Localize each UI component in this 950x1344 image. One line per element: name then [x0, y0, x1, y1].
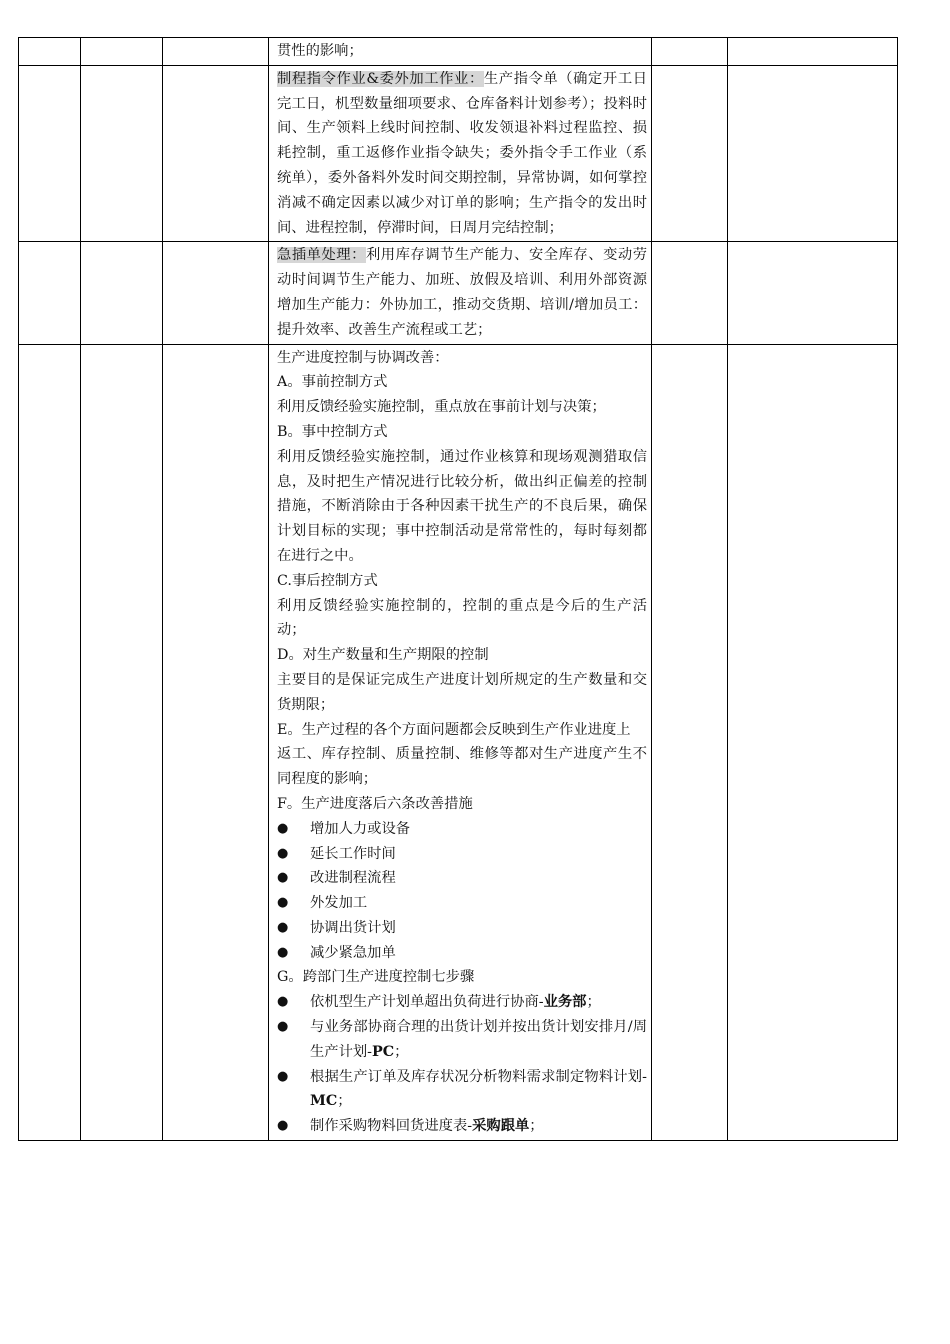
empty-cell — [652, 344, 728, 1141]
empty-cell — [163, 242, 269, 344]
bullet-dot-icon: ● — [277, 1118, 289, 1134]
bullet-main-text: 协调出货计划 — [310, 919, 396, 936]
bullet-bold-text: PC — [372, 1043, 395, 1060]
bullet-main-text: 延长工作时间 — [310, 845, 396, 862]
content-cell — [269, 38, 652, 66]
bullet-dot-icon: ● — [277, 994, 289, 1010]
bullet-dot-icon: ● — [277, 944, 289, 960]
bullet-tail-text: ； — [586, 994, 601, 1011]
content-cell — [269, 344, 652, 1141]
text-line: 利用反馈经验实施控制的，控制的重点是今后的生产活动； — [277, 597, 647, 639]
bullet-item — [277, 866, 647, 891]
empty-cell — [728, 65, 898, 242]
bullet-dot-icon: ● — [277, 1019, 289, 1035]
paragraph-text: 利用库存调节生产能力、安全库存、变动劳动时间调节生产能力、加班、放假及培训、利用外部资源增加生产能力：外协加工，推动交货期、培训/增加员工：提升效率、改善生产流程或工艺； — [277, 247, 648, 338]
bullet-tail-text: ； — [529, 1118, 544, 1135]
document-table — [18, 37, 898, 1141]
table-row — [19, 38, 898, 66]
empty-cell — [19, 65, 81, 242]
bullet-item — [277, 1065, 647, 1115]
text-line: 主要目的是保证完成生产进度计划所规定的生产数量和交货期限； — [277, 671, 647, 713]
text-line: 利用反馈经验实施控制，重点放在事前计划与决策； — [277, 399, 606, 416]
empty-cell — [163, 65, 269, 242]
empty-cell — [652, 242, 728, 344]
bullet-item — [277, 941, 647, 966]
bullet-dot-icon: ● — [277, 895, 289, 911]
bullet-main-text: 与业务部协商合理的出货计划并按出货计划安排月/周生产计划- — [310, 1019, 647, 1060]
text-line: F。生产进度落后六条改善措施 — [277, 795, 473, 812]
empty-cell — [163, 344, 269, 1141]
bullet-dot-icon: ● — [277, 845, 289, 861]
text-line: 生产进度控制与协调改善： — [277, 349, 449, 366]
bullet-item — [277, 817, 647, 842]
bullet-item — [277, 891, 647, 916]
bullet-dot-icon: ● — [277, 919, 289, 935]
bullet-main-text: 减少紧急加单 — [310, 944, 396, 961]
empty-cell — [728, 242, 898, 344]
bullet-item — [277, 990, 647, 1015]
bullet-bold-text: 采购跟单 — [472, 1118, 530, 1135]
text-line: 返工、库存控制、质量控制、维修等都对生产进度产生不同程度的影响； — [277, 746, 647, 788]
bullet-main-text: 改进制程流程 — [310, 870, 396, 887]
text-line: 贯性的影响； — [277, 43, 363, 59]
bullet-item — [277, 842, 647, 867]
text-line: B。事中控制方式 — [277, 423, 388, 440]
highlighted-heading: 制程指令作业&委外加工作业： — [277, 70, 484, 87]
empty-cell — [81, 242, 163, 344]
bullet-main-text: 根据生产订单及库存状况分析物料需求制定物料计划- — [310, 1068, 647, 1085]
bullet-text — [310, 817, 647, 842]
bullet-main-text: 外发加工 — [310, 895, 368, 912]
paragraph — [277, 67, 647, 241]
empty-cell — [81, 65, 163, 242]
bullet-text — [310, 1065, 647, 1115]
empty-cell — [19, 38, 81, 66]
text-line: C.事后控制方式 — [277, 572, 378, 589]
bullet-dot-icon: ● — [277, 1068, 289, 1084]
bullet-main-text: 制作采购物料回货进度表- — [310, 1118, 473, 1135]
text-line: D。对生产数量和生产期限的控制 — [277, 647, 489, 664]
empty-cell — [81, 38, 163, 66]
bullet-dot-icon: ● — [277, 870, 289, 886]
empty-cell — [728, 38, 898, 66]
table-row — [19, 65, 898, 242]
bullet-main-text: 依机型生产计划单超出负荷进行协商- — [310, 994, 544, 1011]
empty-cell — [81, 344, 163, 1141]
empty-cell — [652, 65, 728, 242]
empty-cell — [652, 38, 728, 66]
content-cell — [269, 242, 652, 344]
bullet-item — [277, 1015, 647, 1065]
bullet-text — [310, 916, 647, 941]
bullet-bold-text: MC — [310, 1093, 338, 1110]
bullet-text — [310, 1114, 647, 1139]
paragraph-text: 生产指令单（确定开工日完工日，机型数量细项要求、仓库备料计划参考）；投料时间、生产领料上线时间控制、收发领退补料过程监控、损耗控制，重工返修作业指令缺失；委外指令手工作业（系统单），委外备料外发时间交期控制，异常协调，如何掌控消减不确定因素以减少对订单的影响；生产指令的发出时间、进程控制，停滞时间，日周月完结控制； — [277, 70, 648, 236]
bullet-tail-text: ； — [394, 1043, 409, 1060]
text-line: E。生产过程的各个方面问题都会反映到生产作业进度上 — [277, 721, 631, 738]
bullet-dot-icon: ● — [277, 820, 289, 836]
bullet-text — [310, 866, 647, 891]
empty-cell — [163, 38, 269, 66]
bullet-text — [310, 891, 647, 916]
empty-cell — [728, 344, 898, 1141]
bullet-item — [277, 1114, 647, 1139]
bullet-tail-text: ； — [337, 1093, 352, 1110]
cell-content — [269, 345, 651, 1141]
text-line: G。跨部门生产进度控制七步骤 — [277, 969, 475, 986]
empty-cell — [19, 344, 81, 1141]
table-row — [19, 344, 898, 1141]
highlighted-heading: 急插单处理： — [277, 247, 366, 264]
bullet-text — [310, 990, 647, 1015]
cell-content — [269, 242, 651, 343]
table-row — [19, 242, 898, 344]
bullet-item — [277, 916, 647, 941]
bullet-bold-text: 业务部 — [543, 994, 587, 1011]
bullet-main-text: 增加人力或设备 — [310, 820, 411, 837]
bullet-text — [310, 941, 647, 966]
cell-content — [269, 66, 651, 242]
content-cell — [269, 65, 652, 242]
text-line: 利用反馈经验实施控制，通过作业核算和现场观测猎取信息，及时把生产情况进行比较分析，做出纠正偏差的控制措施，不断消除由于各种因素干扰生产的不良后果，确保计划目标的实现；事中控制活动是常常性的，每时每刻都在进行之中。 — [277, 448, 647, 564]
empty-cell — [19, 242, 81, 344]
text-line: A。事前控制方式 — [277, 374, 388, 391]
bullet-text — [310, 1015, 647, 1065]
cell-content — [269, 38, 651, 65]
paragraph — [277, 243, 647, 342]
bullet-text — [310, 842, 647, 867]
